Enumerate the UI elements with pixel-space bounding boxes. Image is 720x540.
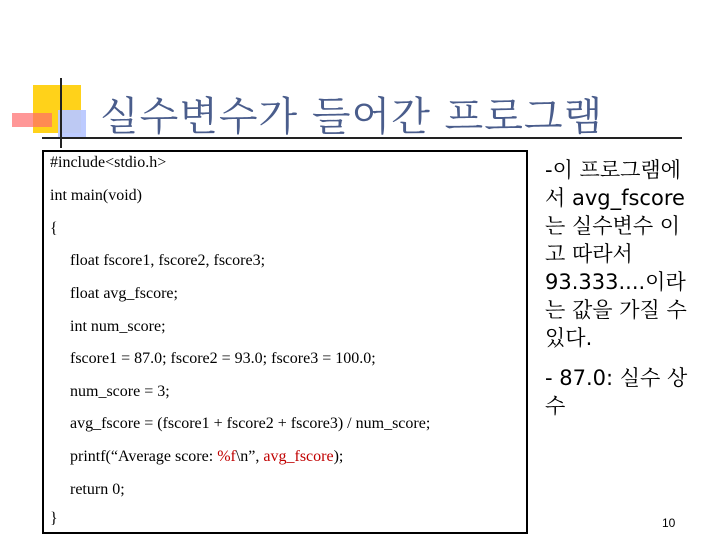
code-line-11: return 0; (70, 481, 125, 498)
decor-pink-bar (12, 113, 52, 127)
code-line-7: fscore1 = 87.0; fscore2 = 93.0; fscore3 = 100.0; (70, 350, 376, 367)
code-line-8: num_score = 3; (70, 383, 170, 400)
code-format-specifier: %f (217, 448, 236, 465)
code-line-2: int main(void) (50, 187, 142, 204)
code-newline-escape: \n”, (235, 448, 264, 465)
code-line-9: avg_fscore = (fscore1 + fscore2 + fscore3) / num_score; (70, 415, 431, 432)
code-avg-decl: float avg_fscore (70, 285, 174, 302)
code-line-1: #include<stdio.h> (50, 154, 167, 171)
code-line-6: int num_score; (70, 318, 166, 335)
note-avg-fscore: -이 프로그램에서 avg_fscore는 실수변수 이고 따라서 93.333....이라는 값을 가질 수 있다. (545, 158, 687, 350)
page-number: 10 (662, 516, 676, 530)
code-avg-arg: avg_fscore (263, 448, 334, 465)
code-line-4: float fscore1, fscore2, fscore3; (70, 252, 266, 269)
code-line-5 (70, 285, 178, 303)
code-printf-end: ); (333, 448, 344, 465)
code-printf-start: printf(“Average score: (70, 448, 218, 465)
code-line-3: { (50, 220, 58, 237)
slide-title: 실수변수가 들어간 프로그램 (100, 94, 604, 140)
decor-blue-square (58, 110, 86, 138)
note-real-constant: - 87.0: 실수 상수 (545, 366, 688, 418)
code-semicolon: ; (173, 285, 178, 302)
code-line-10 (70, 448, 343, 466)
code-line-12: } (50, 510, 58, 527)
code-box (42, 150, 528, 534)
notes-panel (545, 156, 695, 420)
